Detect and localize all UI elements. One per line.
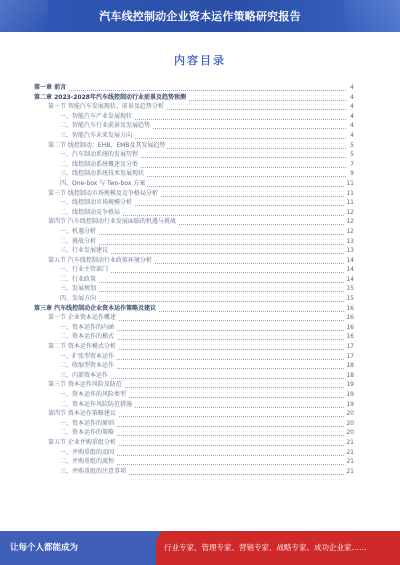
toc-entry[interactable] <box>34 467 354 477</box>
toc-heading: 内容目录 <box>174 54 226 67</box>
toc-entry[interactable] <box>34 169 354 179</box>
toc-entry[interactable] <box>34 352 354 362</box>
toc-entry[interactable] <box>34 102 354 112</box>
toc-entry-label: 二、挑战分析 <box>60 237 97 245</box>
toc-entry-page: 17 <box>346 343 354 351</box>
toc-entry-page: 11 <box>346 189 354 197</box>
toc-entry-label: 一、汽车制动系统的发展历程 <box>60 151 139 159</box>
footer-slant-divider <box>140 531 162 565</box>
toc-entry-page: 18 <box>346 362 354 370</box>
toc-entry-page: 20 <box>346 429 354 437</box>
toc-entry-label: 第三节 资本运作风险及防范 <box>48 381 122 389</box>
toc-entry-label: 二、行业政策 <box>60 275 97 283</box>
toc-entry-label: 第二章 2023-2028年汽车线控制动行业前景及趋势预测 <box>34 93 186 101</box>
toc-entry-label: 第一节 智能汽车发展现状、前景及趋势分析 <box>48 103 164 111</box>
toc-entry-label: 一、资本运作的原则 <box>60 419 115 427</box>
toc-entry-label: 二、资本运作的模式 <box>60 333 115 341</box>
toc-entry-page: 11 <box>346 179 354 187</box>
toc-entry-page: 4 <box>350 112 354 120</box>
toc-entry-label: 第四节 汽车线控制动行业发展面临的机遇与挑战 <box>48 218 176 226</box>
toc-entry-label: 二、资本运作的策略 <box>60 429 115 437</box>
toc-entry-page: 16 <box>346 323 354 331</box>
toc-entry-page: 11 <box>346 199 354 207</box>
toc-entry[interactable] <box>34 332 354 342</box>
toc-entry-label: 第五节 汽车线控制动行业政策环境分析 <box>48 256 152 264</box>
toc-entry[interactable] <box>34 150 354 160</box>
toc-entry-page: 21 <box>346 438 354 446</box>
toc-entry[interactable] <box>34 284 354 294</box>
toc-entry-label: 第四节 资本运作策略建议 <box>48 410 116 418</box>
toc-entry[interactable] <box>34 112 354 122</box>
toc-entry-label: 第二节 线控制动：EHB、EMB及其发展趋势 <box>48 141 166 149</box>
toc-entry[interactable] <box>34 390 354 400</box>
toc-entry[interactable] <box>34 237 354 247</box>
toc-entry[interactable] <box>34 313 354 323</box>
toc-entry-label: 一、资本运作的内涵 <box>60 323 115 331</box>
toc-entry[interactable] <box>34 361 354 371</box>
toc-entry-page: 4 <box>350 84 354 91</box>
toc-entry[interactable] <box>34 246 354 256</box>
toc-entry-label: 二、线控制动系统概述及分类 <box>60 160 139 168</box>
toc-entry-label: 一、线控制动市场规模分析 <box>60 199 133 207</box>
toc-entry-page: 14 <box>346 266 354 274</box>
toc-entry-label: 三、线控制动系统技术发展现状 <box>60 170 145 178</box>
toc-entry-page: 4 <box>350 93 354 101</box>
toc-entry-label: 三、发展规划 <box>60 285 97 293</box>
toc-entry-page: 13 <box>346 247 354 255</box>
toc-entry-page: 5 <box>350 151 354 159</box>
toc-entry-page: 16 <box>346 314 354 322</box>
toc-entry-page: 13 <box>346 237 354 245</box>
toc-entry-page: 4 <box>350 103 354 111</box>
toc-entry[interactable] <box>34 227 354 237</box>
toc-entry-label: 第一节 企业资本运作概述 <box>48 314 116 322</box>
toc-entry[interactable] <box>34 304 354 314</box>
toc-leader-dots <box>60 282 346 283</box>
toc-entry-page: 19 <box>346 391 354 398</box>
table-of-contents <box>34 83 354 476</box>
toc-entry[interactable] <box>34 380 354 390</box>
toc-entry-label: 四、One-box 与 Two-box 方案 <box>60 179 146 187</box>
toc-entry-page: 4 <box>350 122 354 130</box>
report-header-banner <box>0 0 400 32</box>
toc-entry-label: 二、线控制动竞争格局 <box>60 208 121 216</box>
toc-entry-label: 一、并购重组的动因 <box>60 448 115 456</box>
toc-leader-dots <box>60 234 346 235</box>
toc-entry-page: 12 <box>346 208 354 216</box>
toc-entry-page: 7 <box>350 160 354 168</box>
toc-entry-label: 三、行业发展建议 <box>60 247 109 255</box>
toc-entry-label: 一、机遇分析 <box>60 227 97 235</box>
toc-entry[interactable] <box>34 208 354 218</box>
toc-entry-page: 12 <box>346 227 354 235</box>
toc-entry-page: 19 <box>346 381 354 389</box>
toc-entry[interactable] <box>34 428 354 438</box>
toc-leader-dots <box>34 90 346 91</box>
toc-entry-label: 三、并购重组的注意事项 <box>60 467 127 475</box>
toc-entry-page: 19 <box>346 400 354 408</box>
toc-entry-page: 16 <box>346 333 354 341</box>
toc-entry-page: 5 <box>350 141 354 149</box>
toc-entry[interactable] <box>34 198 354 208</box>
toc-entry[interactable] <box>34 265 354 275</box>
toc-entry-page: 4 <box>350 131 354 139</box>
toc-entry-label: 二、智能汽车行业前景及发展趋势 <box>60 122 151 130</box>
toc-entry[interactable] <box>34 371 354 381</box>
toc-entry-label: 三、内部资本运作 <box>60 371 109 379</box>
toc-entry[interactable] <box>34 93 354 103</box>
toc-entry[interactable] <box>34 438 354 448</box>
toc-entry[interactable] <box>34 189 354 199</box>
report-title: 汽车线控制动企业资本运作策略研究报告 <box>99 10 301 23</box>
toc-entry[interactable] <box>34 294 354 304</box>
toc-entry-label: 一、行业主管部门 <box>60 266 109 274</box>
toc-entry[interactable] <box>34 323 354 333</box>
toc-entry-label: 第三节 线控制动市场规模及竞争格局分析 <box>48 189 158 197</box>
toc-entry[interactable] <box>34 179 354 189</box>
toc-entry-label: 三、智能汽车未来发展方向 <box>60 131 133 139</box>
toc-entry[interactable] <box>34 400 354 410</box>
toc-entry[interactable] <box>34 217 354 227</box>
toc-entry[interactable] <box>34 83 354 93</box>
toc-leader-dots <box>60 291 346 292</box>
toc-entry-page: 14 <box>346 275 354 283</box>
toc-entry-label: 第五节 企业并购重组分析 <box>48 438 116 446</box>
toc-entry-label: 第二节 资本运作模式分析 <box>48 343 116 351</box>
toc-entry[interactable] <box>34 409 354 419</box>
toc-entry[interactable] <box>34 121 354 131</box>
toc-leader-dots <box>60 244 346 245</box>
toc-entry[interactable] <box>34 275 354 285</box>
toc-leader-dots <box>60 301 346 302</box>
toc-entry-page: 17 <box>346 352 354 360</box>
toc-entry-page: 14 <box>346 256 354 264</box>
toc-entry-label: 二、收缩型资本运作 <box>60 362 115 370</box>
toc-entry-label: 第一章 前言 <box>34 84 67 91</box>
toc-entry-label: 二、并购重组的流程 <box>60 458 115 466</box>
toc-entry[interactable] <box>34 457 354 467</box>
toc-entry-page: 21 <box>346 467 354 475</box>
toc-entry-page: 20 <box>346 410 354 418</box>
toc-entry[interactable] <box>34 131 354 141</box>
toc-entry-label: 第三章 汽车线控制动企业资本运作策略及建议 <box>34 304 157 312</box>
footer-slogan: 让每个人都能成为 <box>10 543 79 553</box>
toc-entry[interactable] <box>34 342 354 352</box>
toc-entry-label: 一、扩张型资本运作 <box>60 352 115 360</box>
toc-entry-page: 16 <box>346 304 354 312</box>
toc-entry[interactable] <box>34 141 354 151</box>
toc-entry-page: 21 <box>346 458 354 466</box>
toc-entry[interactable] <box>34 160 354 170</box>
toc-entry-label: 四、发展方向 <box>60 295 97 303</box>
toc-entry-page: 20 <box>346 419 354 427</box>
toc-entry-label: 二、资本运作风险防范措施 <box>60 400 133 408</box>
toc-entry-page: 15 <box>346 295 354 303</box>
toc-entry[interactable] <box>34 256 354 266</box>
toc-entry-page: 15 <box>346 285 354 293</box>
toc-entry-page: 9 <box>350 170 354 178</box>
footer-banner <box>0 531 400 565</box>
toc-entry[interactable] <box>34 448 354 458</box>
toc-entry-label: 一、智能汽车产业发展现状 <box>60 112 133 120</box>
toc-entry-page: 21 <box>346 448 354 456</box>
footer-tagline: 行业专家、管理专家、营销专家、战略专家、成功企业家…… <box>164 543 367 552</box>
toc-entry-label: 一、资本运作的风险类型 <box>60 391 127 398</box>
toc-entry[interactable] <box>34 419 354 429</box>
toc-entry-page: 12 <box>346 218 354 226</box>
toc-entry-page: 18 <box>346 371 354 379</box>
